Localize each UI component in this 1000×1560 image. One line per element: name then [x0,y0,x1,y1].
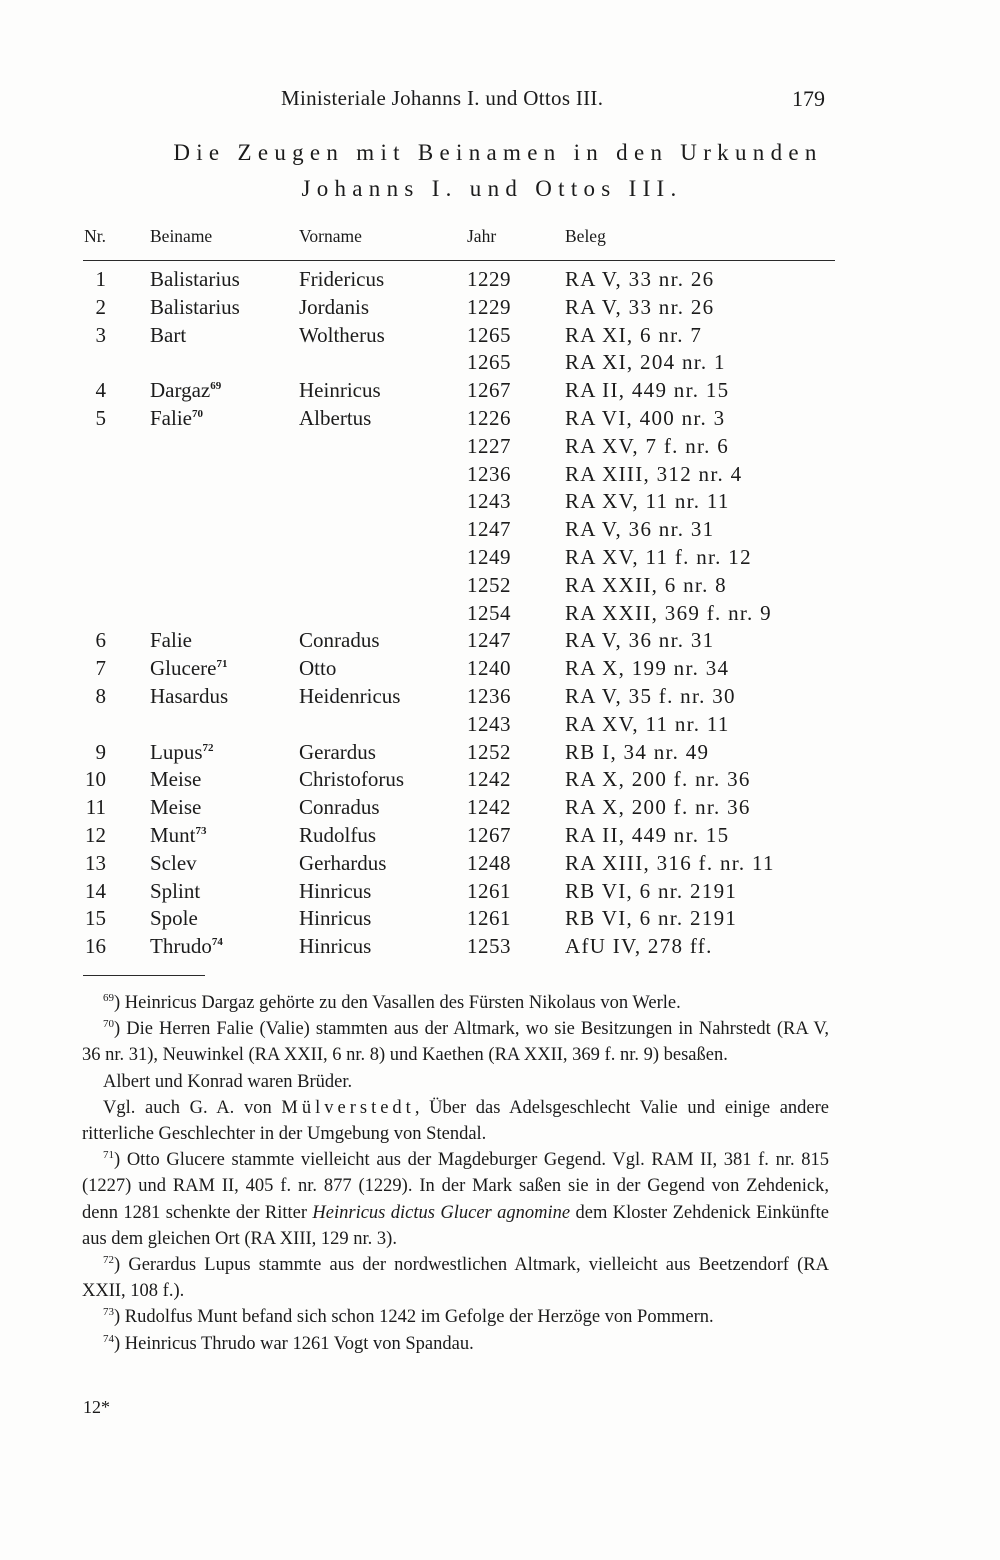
cell-nr: 7 [95,656,106,681]
section-title-line-2: Johanns I. und Ottos III. [301,176,683,201]
cell-jahr: 1229 [467,294,511,319]
beiname-text: Balistarius [150,294,240,319]
reference-prefix: Vgl. auch G. A. von [103,1097,272,1118]
cell-beiname [150,654,227,682]
table-row [0,348,1000,376]
footnote-74: $^{74}$) Heinricus Thrudo war 1261 Vogt von Spandau. [103,1332,474,1354]
cell-jahr: 1261 [467,878,511,903]
footnote-text: Heinricus Dargaz gehörte zu den Vasallen des Fürsten Nikolaus von Werle. [124,993,681,1013]
cell-nr: 8 [95,683,106,708]
cell-beiname [150,682,228,710]
footnote-number: 74 [103,1332,114,1345]
cell-beleg: RA V, 36 nr. 31 [565,628,715,653]
footnote-text: Heinricus Thrudo war 1261 Vogt von Spandau. [124,1333,474,1354]
footnote-text: Gerardus Lupus stammte aus der nordwestlichen Altmark, vielleicht aus Beetzendorf (RA XXII, 108 f.). [82,1255,829,1302]
cell-beleg: RA XI, 204 nr. 1 [565,350,726,375]
section-title-line-1: Die Zeugen mit Beinamen in den Urkunden [173,140,823,165]
cell-jahr: 1236 [467,683,511,708]
cell-nr: 3 [95,322,106,347]
beiname-text: Falie [150,628,192,653]
table-row [0,904,1000,932]
beiname-text: Splint [150,878,201,903]
footnotes [82,990,829,1357]
table-row [0,793,1000,821]
cell-beleg: RA II, 449 nr. 15 [565,378,730,403]
cell-vorname: Christoforus [299,767,404,792]
cell-beleg: RB VI, 6 nr. 2191 [565,906,738,931]
cell-vorname: Jordanis [299,294,369,319]
cell-nr: 9 [95,739,106,764]
footnote-number: 72 [103,1254,114,1267]
cell-vorname: Fridericus [299,267,385,291]
cell-nr: 4 [95,378,106,403]
running-head-title: Ministeriale Johanns I. und Ottos III. [281,86,604,110]
table-row [0,821,1000,849]
cell-beleg: RA V, 36 nr. 31 [565,517,715,542]
cell-beiname [150,904,198,932]
cell-nr: 12 [85,822,106,847]
cell-jahr: 1236 [467,461,511,486]
cell-vorname: Hinricus [299,878,372,903]
footnote-number: 73 [103,1306,114,1319]
cell-beleg: RB VI, 6 nr. 2191 [565,878,738,903]
cell-beleg: RA V, 35 f. nr. 30 [565,683,736,708]
cell-jahr: 1227 [467,433,511,458]
cell-beleg: RB I, 34 nr. 49 [565,739,710,764]
cell-vorname: Heinricus [299,378,381,403]
cell-nr: 2 [95,294,106,319]
table-row [0,654,1000,682]
cell-beleg: RA XXII, 6 nr. 8 [565,572,727,597]
cell-jahr: 1249 [467,544,511,569]
table-row [0,877,1000,905]
cell-nr: 13 [85,850,106,875]
cell-jahr: 1242 [467,767,511,792]
footnote-text: Rudolfus Munt befand sich schon 1242 im Gefolge der Herzöge von Pommern. [124,1307,714,1328]
cell-beleg: RA XIII, 312 nr. 4 [565,461,743,486]
cell-jahr: 1243 [467,711,511,736]
cell-nr: 16 [85,934,106,959]
cell-jahr: 1252 [467,739,511,764]
footnote-ref: 73 [195,824,207,837]
cell-jahr: 1254 [467,600,511,625]
cell-beleg: RA XV, 7 f. nr. 6 [565,433,730,458]
cell-jahr: 1247 [467,517,511,542]
table-row [0,432,1000,460]
table-row [0,265,1000,293]
cell-jahr: 1247 [467,628,511,653]
cell-jahr: 1243 [467,489,511,514]
cell-beiname [150,793,201,821]
reference-author: Mülverstedt [281,1097,415,1118]
cell-beiname [150,321,186,349]
table-row [0,487,1000,515]
cell-vorname: Albertus [299,405,372,430]
table-row [0,738,1000,766]
cell-beiname [150,738,214,766]
footnote-ref: 70 [192,407,203,420]
footnote-73: $^{73}$) Rudolfus Munt befand sich schon 1242 im Gefolge der Herzöge von Pommern. [103,1306,714,1328]
cell-beiname [150,821,207,849]
footnote-quotation: Heinricus dictus Glucer agnomine [312,1202,571,1223]
cell-jahr: 1265 [467,350,511,375]
cell-vorname: Otto [299,656,337,681]
cell-nr: 5 [95,405,106,430]
beiname-text: Lupus [150,739,203,764]
cell-beleg: RA II, 449 nr. 15 [565,822,730,847]
cell-beiname [150,626,192,654]
beiname-text: Balistarius [150,267,240,291]
cell-beiname [150,765,201,793]
footnote-number: 71 [103,1149,114,1162]
beiname-text: Dargaz [150,378,211,403]
cell-nr: 14 [85,878,106,903]
cell-jahr: 1240 [467,656,511,681]
table-row [0,710,1000,738]
cell-vorname: Hinricus [299,934,372,959]
footnote-71: $^{71}$) Otto Glucere stammte vielleicht aus der Magdeburger Gegend. Vgl. RAM II, 381 f. nr. 815 (1227) und RAM II, 405 f. nr. 877 (1229). In der Mark saßen sie in der Gegend von Zehdenick, denn 1281 schenkte der Ritter Heinricus dictus Glucer agnomine dem Kloster Zehdenick Einkünfte aus dem gleichen Ort (RA XIII, 129 nr. 3). [82,1149,830,1249]
cell-vorname: Hinricus [299,906,372,931]
footnote-70-brothers: Albert und Konrad waren Brüder. [103,1071,353,1092]
cell-beleg: RA V, 33 nr. 26 [565,294,715,319]
cell-jahr: 1252 [467,572,511,597]
table-row [0,849,1000,877]
cell-nr: 10 [85,767,106,792]
footnote-number: 70 [103,1018,114,1031]
footnote-text-continued: dem Kloster Zehdenick Einkünfte aus dem gleichen Ort (RA XIII, 129 nr. 3). [82,1202,830,1249]
cell-jahr: 1226 [467,405,511,430]
header-jahr: Jahr [467,226,497,246]
table-header-rule [83,260,835,261]
cell-beleg: AfU IV, 278 ff. [565,934,713,959]
cell-jahr: 1261 [467,906,511,931]
header-beiname: Beiname [150,226,213,246]
cell-jahr: 1229 [467,267,511,291]
table-row [0,515,1000,543]
cell-beleg: RA XI, 6 nr. 7 [565,322,703,347]
beiname-text: Bart [150,322,187,347]
cell-nr: 6 [95,628,106,653]
signature-mark: 12* [83,1397,110,1417]
table-row [0,599,1000,627]
beiname-text: Thrudo [150,934,212,959]
cell-beiname [150,376,221,404]
cell-vorname: Gerardus [299,739,376,764]
cell-beiname [150,932,223,960]
cell-vorname: Gerhardus [299,850,387,875]
beiname-text: Sclev [150,850,197,875]
table-row [0,765,1000,793]
beiname-text: Spole [150,906,198,931]
table-row [0,404,1000,432]
header-vorname: Vorname [299,226,362,246]
cell-beleg: RA XV, 11 f. nr. 12 [565,544,752,569]
footnote-72: $^{72}$) Gerardus Lupus stammte aus der nordwestlichen Altmark, vielleicht aus Beetzendorf (RA XXII, 108 f.). [82,1254,829,1302]
cell-beleg: RA VI, 400 nr. 3 [565,405,726,430]
beiname-text: Glucere [150,656,217,681]
table-row [0,682,1000,710]
cell-beleg: RA XIII, 316 f. nr. 11 [565,850,775,875]
footnote-rule [83,975,205,976]
cell-beleg: RA V, 33 nr. 26 [565,267,715,291]
table-row [0,932,1000,960]
footnote-text: Otto Glucere stammte vielleicht aus der Magdeburger Gegend. Vgl. RAM II, 381 f. nr. 815 (1227) und RAM II, 405 f. nr. 877 (1229). In der Mark saßen sie in der Gegend von Zehdenick, denn 1281 schenkte der Ritter [82,1150,829,1223]
table-row [0,293,1000,321]
footnote-ref: 71 [216,658,228,671]
cell-beleg: RA X, 199 nr. 34 [565,656,730,681]
cell-jahr: 1267 [467,822,511,847]
cell-vorname: Conradus [299,795,380,820]
table-row [0,376,1000,404]
cell-vorname: Woltherus [299,322,385,347]
cell-beiname [150,877,200,905]
cell-beleg: RA XXII, 369 f. nr. 9 [565,600,772,625]
cell-jahr: 1265 [467,322,511,347]
cell-beleg: RA X, 200 f. nr. 36 [565,795,751,820]
cell-jahr: 1253 [467,934,511,959]
cell-jahr: 1267 [467,378,511,403]
cell-nr: 11 [85,795,106,820]
header-beleg: Beleg [565,226,606,246]
cell-jahr: 1242 [467,795,511,820]
table-row [0,460,1000,488]
beiname-text: Meise [150,767,202,792]
cell-beiname [150,404,203,432]
cell-beiname [150,265,240,293]
cell-beleg: RA XV, 11 nr. 11 [565,711,730,736]
cell-beleg: RA XV, 11 nr. 11 [565,489,730,514]
beiname-text: Munt [150,822,196,847]
cell-vorname: Heidenricus [299,683,401,708]
footnote-ref: 74 [211,936,223,949]
cell-beiname [150,849,197,877]
table-row [0,571,1000,599]
footnote-ref: 72 [202,741,214,754]
beiname-text: Falie [150,405,192,430]
reference-title: , Über das Adelsgeschlecht Valie und einige andere ritterliche Geschlechter in der Umgebung von Stendal. [82,1097,830,1145]
cell-beleg: RA X, 200 f. nr. 36 [565,767,751,792]
table-row [0,543,1000,571]
cell-nr: 15 [85,906,106,931]
cell-vorname: Rudolfus [299,822,377,847]
witness-table-body [0,265,1000,960]
page-number: 179 [792,86,825,111]
footnote-69: $^{69}$) Heinricus Dargaz gehörte zu den Vasallen des Fürsten Nikolaus von Werle. [103,992,681,1013]
footnote-70: $^{70}$) Die Herren Falie (Valie) stammten aus der Altmark, wo sie Besitzungen in Nahrstedt (RA V, 36 nr. 31), Neuwinkel (RA XXII, 6 nr. 8) und Kaethen (RA XXII, 369 f. nr. 9) besaßen. [82,1018,829,1066]
cell-beiname [150,293,240,321]
footnote-text: Die Herren Falie (Valie) stammten aus der Altmark, wo sie Besitzungen in Nahrstedt (RA V, 36 nr. 31), Neuwinkel (RA XXII, 6 nr. 8) und Kaethen (RA XXII, 369 f. nr. 9) besaßen. [82,1019,829,1066]
table-header [0,226,1000,252]
table-row [0,321,1000,349]
beiname-text: Hasardus [150,683,229,708]
footnote-number: 69 [103,992,114,1004]
cell-vorname: Conradus [299,628,380,653]
footnote-ref: 69 [210,380,222,393]
cell-nr: 1 [95,267,106,291]
header-nr: Nr. [84,226,106,246]
table-row [0,626,1000,654]
footnote-70-reference [82,1095,829,1147]
running-head [0,86,1000,118]
beiname-text: Meise [150,795,202,820]
cell-jahr: 1248 [467,850,511,875]
